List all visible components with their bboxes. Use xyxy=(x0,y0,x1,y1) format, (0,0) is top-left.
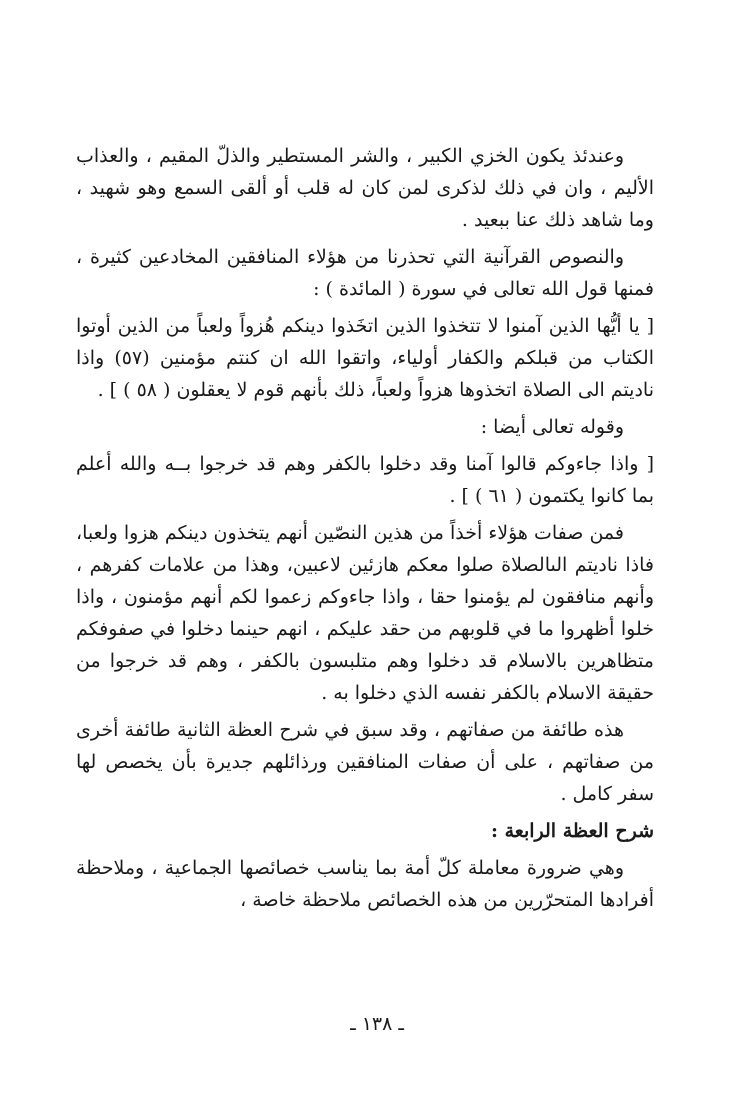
page-number: ـ ١٣٨ ـ xyxy=(350,1013,404,1035)
paragraph-quranic-texts: والنصوص القرآنية التي تحذرنا من هؤلاء المنافقين المخادعين كثيرة ، فمنها قول الله تعالى في سورة ( المائدة ) : xyxy=(76,246,654,300)
paragraph-disgrace: وعندئذ يكون الخزي الكبير ، والشر المستطير والذلّ المقيم ، والعذاب الأليم ، وان في ذلك لذكرى لمن كان له قلب أو ألقى السمع وهو شهيد ، وما شاهد ذلك عنا ببعيد . xyxy=(76,145,654,231)
page-body xyxy=(76,140,654,916)
quote-al-maidah-57-58: [ يا أيُّها الذين آمنوا لا تتخذوا الذين اتخَذوا دينكم هُزواً ولعباً من الذين أوتوا الكتاب من قبلكم والكفار أولياء، واتقوا الله ان كنتم مؤمنين (٥٧) واذا ناديتم الى الصلاة اتخذوها هزواً ولعباً، ذلك بأنهم قوم لا يعقلون ( ٥٨ ) ] . xyxy=(76,315,654,401)
paragraph-also-said: وقوله تعالى أيضا : xyxy=(480,416,624,438)
quote-al-maidah-61: [ واذا جاءوكم قالوا آمنا وقد دخلوا بالكفر وهم قد خرجوا بــه والله أعلم بما كانوا يكتمون ( ٦١ ) ] . xyxy=(76,453,654,507)
paragraph-summary: هذه طائفة من صفاتهم ، وقد سبق في شرح العظة الثانية طائفة أخرى من صفاتهم ، على أن صفات المنافقين ورذائلهم جديرة بأن يخصص لها سفر كامل . xyxy=(76,719,654,805)
paragraph-fourth-sermon: وهي ضرورة معاملة كلّ أمة بما يناسب خصائصها الجماعية ، وملاحظة أفرادها المتحرّرين من هذه الخصائص ملاحظة خاصة ، xyxy=(76,857,654,911)
paragraph-hypocrite-traits: فمن صفات هؤلاء أخذاً من هذين النصّين أنهم يتخذون دينكم هزوا ولعبا، فاذا ناديتم الىالصلاة صلوا معكم هازئين لاعبين، وهذا من علامات كفرهم ، وأنهم منافقون لم يؤمنوا حقا ، واذا جاءوكم زعموا لكم أنهم مؤمنون ، واذا خلوا أظهروا ما في قلوبهم من حقد عليكم ، انهم حينما دخلوا في صفوفكم متظاهرين بالاسلام قد دخلوا وهم متلبسون بالكفر ، وهم قد خرجوا من حقيقة الاسلام بالكفر نفسه الذي دخلوا به . xyxy=(76,522,654,704)
section-heading: شرح العظة الرابعة : xyxy=(490,820,654,842)
